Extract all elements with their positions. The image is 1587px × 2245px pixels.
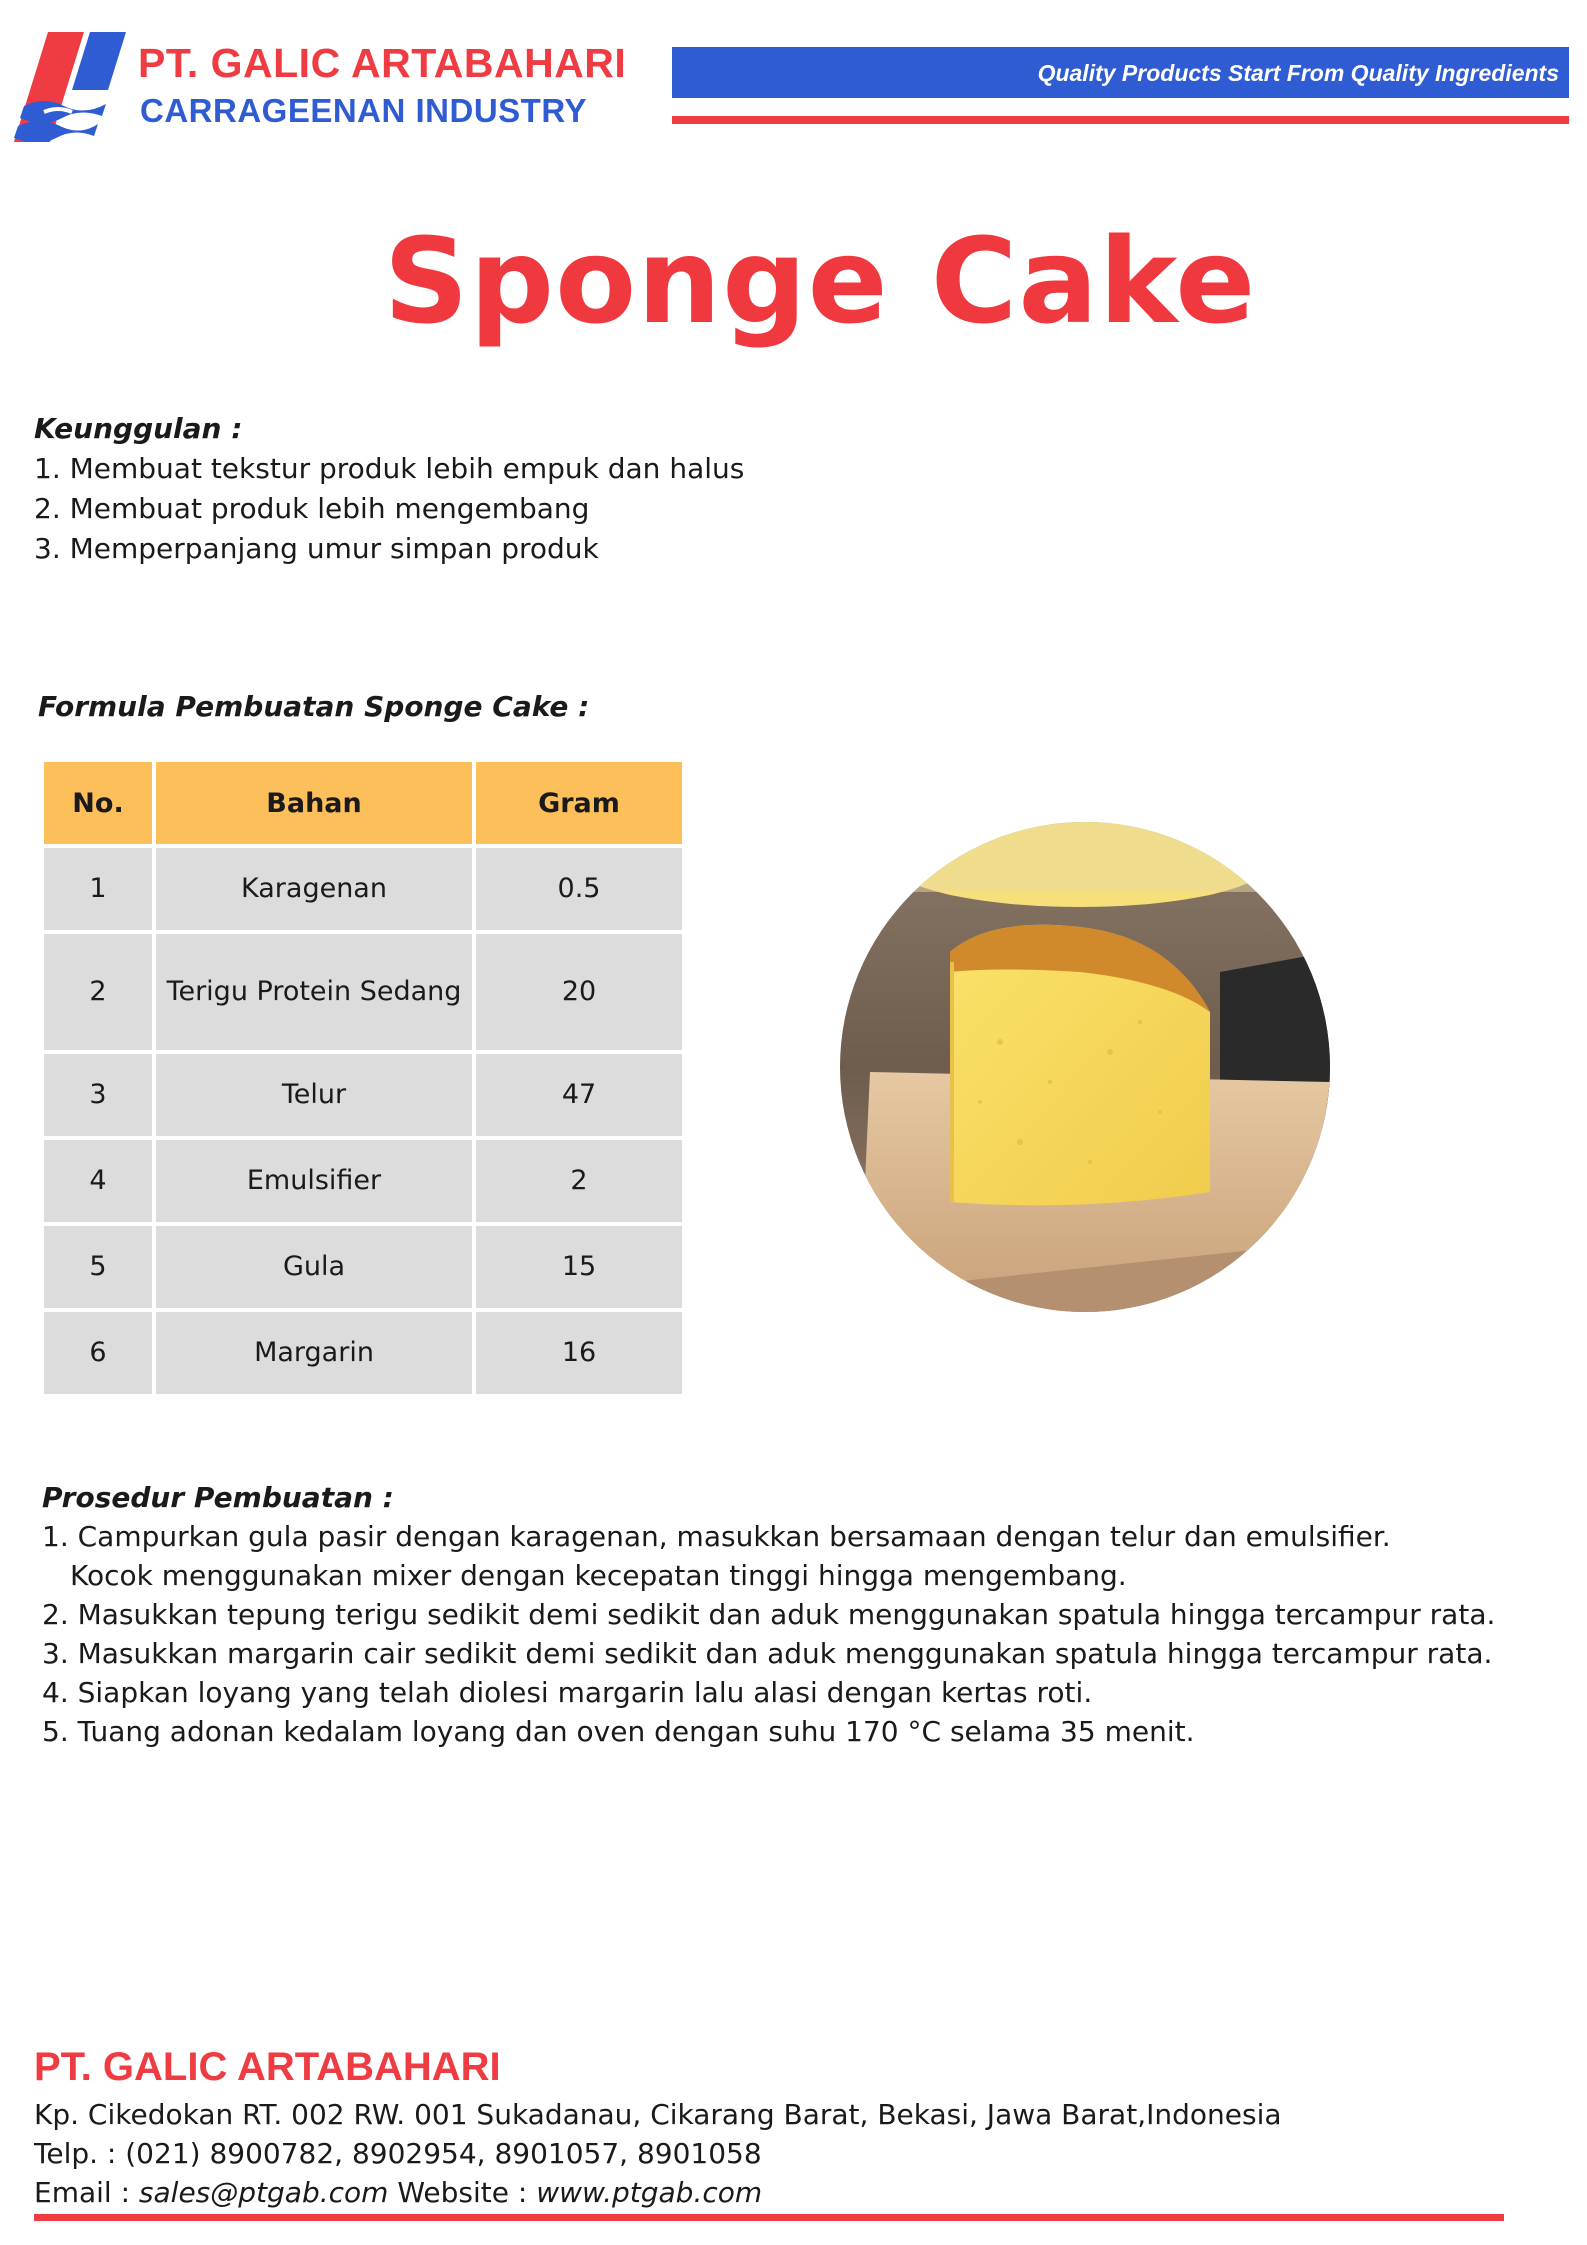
cell-gram: 16: [476, 1312, 682, 1394]
cell-no: 4: [44, 1140, 152, 1222]
cell-gram: 0.5: [476, 848, 682, 930]
column-header-no: No.: [44, 762, 152, 844]
table-row: [44, 1054, 682, 1136]
cell-no: 1: [44, 848, 152, 930]
column-header-gram: Gram: [476, 762, 682, 844]
advantage-item: 3. Memperpanjang umur simpan produk: [34, 532, 599, 565]
advantages-heading: Keunggulan :: [34, 412, 243, 445]
table-row: [44, 934, 682, 1050]
company-division: CARRAGEENAN INDUSTRY: [140, 92, 587, 129]
cell-gram: 20: [476, 934, 682, 1050]
cell-bahan: Karagenan: [156, 848, 472, 930]
tagline-banner: [672, 47, 1569, 98]
procedure-section: [42, 1478, 1495, 1751]
email-label: Email :: [34, 2176, 139, 2209]
cell-no: 6: [44, 1312, 152, 1394]
footer-company-name: PT. GALIC ARTABAHARI: [34, 2045, 501, 2089]
table-row: [44, 848, 682, 930]
cell-gram: 2: [476, 1140, 682, 1222]
procedure-heading: Prosedur Pembuatan :: [42, 1481, 394, 1514]
cell-no: 3: [44, 1054, 152, 1136]
formula-table: [40, 758, 686, 1398]
footer-phone: Telp. : (021) 8900782, 8902954, 8901057, 8901058: [34, 2137, 762, 2170]
page-title: Sponge Cake: [383, 212, 1257, 350]
procedure-step: 2. Masukkan tepung terigu sedikit demi sedikit dan aduk menggunakan spatula hingga tercampur rata.: [42, 1598, 1496, 1631]
cell-gram: 15: [476, 1226, 682, 1308]
cell-bahan: Gula: [156, 1226, 472, 1308]
company-logo: [14, 32, 126, 142]
column-header-bahan: Bahan: [156, 762, 472, 844]
formula-heading: Formula Pembuatan Sponge Cake :: [38, 690, 590, 723]
footer-address: Kp. Cikedokan RT. 002 RW. 001 Sukadanau, Cikarang Barat, Bekasi, Jawa Barat,Indonesia: [34, 2098, 1282, 2131]
advantage-item: 1. Membuat tekstur produk lebih empuk dan halus: [34, 452, 745, 485]
procedure-step: 1. Campurkan gula pasir dengan karagenan, masukkan bersamaan dengan telur dan emulsifier.: [42, 1520, 1391, 1553]
table-header-row: [44, 762, 682, 844]
footer-email-website: [34, 2173, 1282, 2212]
header-divider: [672, 116, 1569, 124]
footer-divider: [34, 2214, 1504, 2221]
procedure-step: 5. Tuang adonan kedalam loyang dan oven dengan suhu 170 °C selama 35 menit.: [42, 1715, 1195, 1748]
sponge-cake-photo: [840, 822, 1330, 1312]
procedure-step-continuation: Kocok menggunakan mixer dengan kecepatan tinggi hingga mengembang.: [70, 1559, 1127, 1592]
cell-bahan: Margarin: [156, 1312, 472, 1394]
tagline-text: Quality Products Start From Quality Ingredients: [1037, 60, 1559, 86]
email-link[interactable]: sales@ptgab.com: [138, 2176, 389, 2209]
cell-no: 5: [44, 1226, 152, 1308]
footer-contact: [34, 2095, 1282, 2212]
website-link[interactable]: www.ptgab.com: [536, 2176, 763, 2209]
table-row: [44, 1140, 682, 1222]
table-row: [44, 1226, 682, 1308]
cell-bahan: Terigu Protein Sedang: [156, 934, 472, 1050]
advantage-item: 2. Membuat produk lebih mengembang: [34, 492, 590, 525]
cell-bahan: Telur: [156, 1054, 472, 1136]
cell-no: 2: [44, 934, 152, 1050]
procedure-step: 3. Masukkan margarin cair sedikit demi sedikit dan aduk menggunakan spatula hingga tercampur rata.: [42, 1637, 1493, 1670]
cell-gram: 47: [476, 1054, 682, 1136]
advantages-section: [34, 409, 744, 569]
procedure-step: 4. Siapkan loyang yang telah diolesi margarin lalu alasi dengan kertas roti.: [42, 1676, 1093, 1709]
table-row: [44, 1312, 682, 1394]
company-name: PT. GALIC ARTABAHARI: [138, 40, 627, 86]
website-label: Website :: [388, 2176, 537, 2209]
cell-bahan: Emulsifier: [156, 1140, 472, 1222]
